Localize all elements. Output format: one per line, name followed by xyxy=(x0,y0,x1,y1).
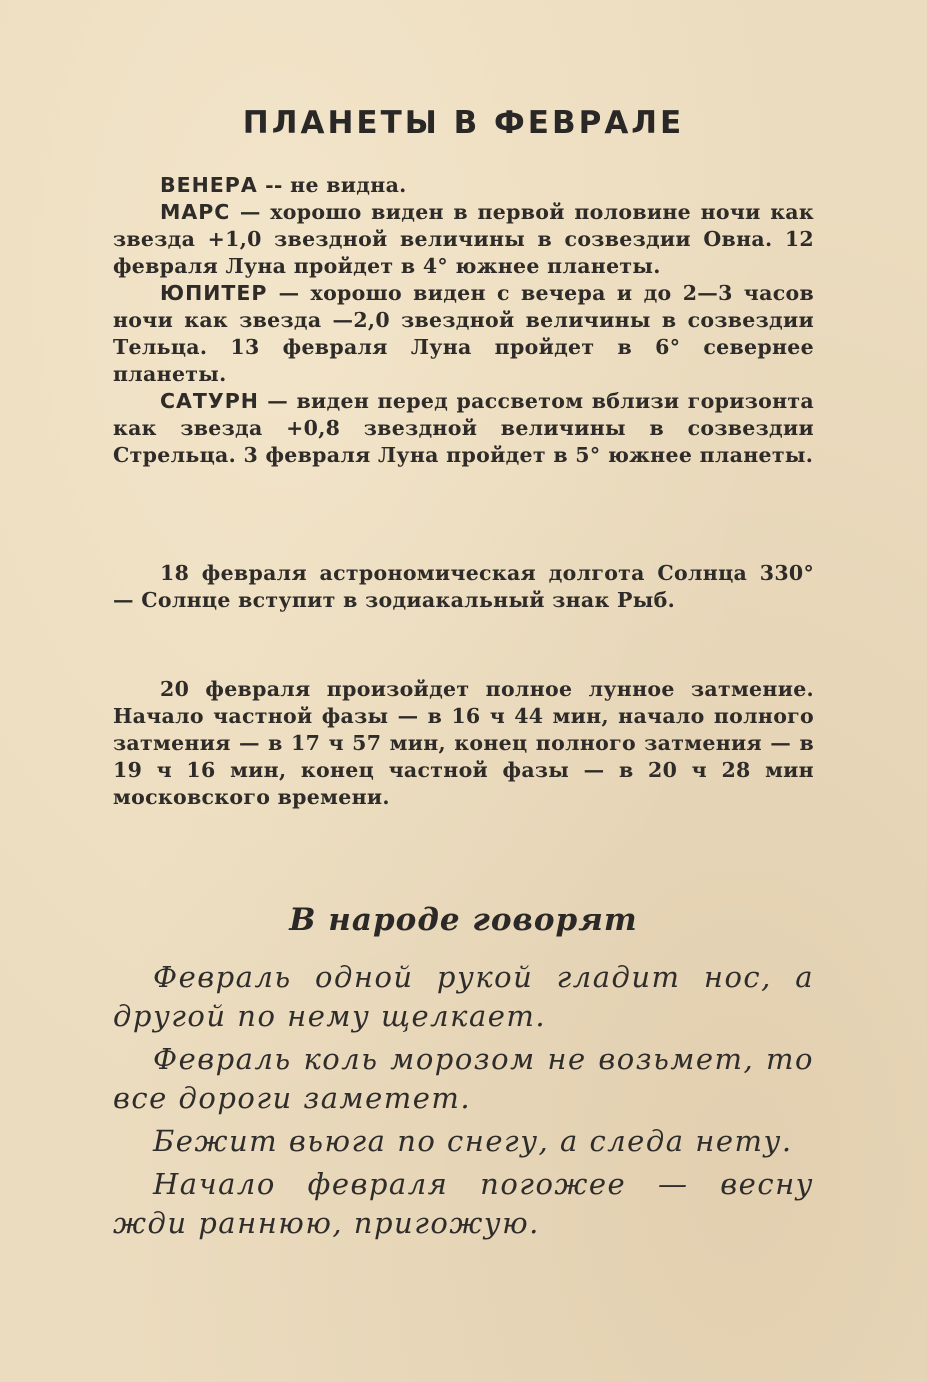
planet-description: — хорошо виден с вечера и до 2—3 часов ночи как звезда —2,0 звездной величины в созвездии Тельца. 13 февраля Луна пройдет в 6° севернее планеты. xyxy=(113,281,814,386)
saying: Февраль коль морозом не возьмет, то все дороги заметет. xyxy=(113,1042,814,1115)
planet-description: — хорошо виден в первой половине ночи как звезда +1,0 звездной величины в созвездии Овна. 12 февраля Луна пройдет в 4° южнее планеты. xyxy=(113,200,814,278)
saying: Начало февраля погожее — весну жди раннюю, пригожую. xyxy=(113,1167,814,1240)
planets-list xyxy=(113,172,814,469)
eclipse-note: 20 февраля произойдет полное лунное затмение. Начало частной фазы — в 16 ч 44 мин, начало полного затмения — в 17 ч 57 мин, конец полного затмения — в 19 ч 16 мин, конец частной фазы — в 20 ч 28 мин московского времени. xyxy=(113,677,814,809)
sayings-title: В народе говорят xyxy=(289,902,638,938)
sun-note-block xyxy=(113,560,814,614)
planet-name: ВЕНЕРА xyxy=(160,173,258,197)
planet-mars xyxy=(113,199,814,280)
planet-description: — виден перед рассветом вблизи горизонта как звезда +0,8 звездной величины в созвездии Стрельца. 3 февраля Луна пройдет в 5° южнее планеты. xyxy=(113,389,814,467)
planet-description: -- не видна. xyxy=(257,173,407,197)
planet-venus xyxy=(113,172,814,199)
planet-name: ЮПИТЕР xyxy=(160,281,268,305)
sun-note: 18 февраля астрономическая долгота Солнца 330° — Солнце вступит в зодиакальный знак Рыб. xyxy=(113,561,814,612)
saying: Февраль одной рукой гладит нос, а другой по нему щелкает. xyxy=(113,960,814,1033)
planet-name: МАРС xyxy=(160,200,231,224)
planet-name: САТУРН xyxy=(160,389,259,413)
planet-jupiter xyxy=(113,280,814,388)
planet-saturn xyxy=(113,388,814,469)
sayings-list xyxy=(113,958,814,1247)
saying: Бежит вьюга по снегу, а следа нету. xyxy=(153,1124,793,1158)
page-title: ПЛАНЕТЫ В ФЕВРАЛЕ xyxy=(242,105,685,141)
eclipse-note-block xyxy=(113,676,814,811)
